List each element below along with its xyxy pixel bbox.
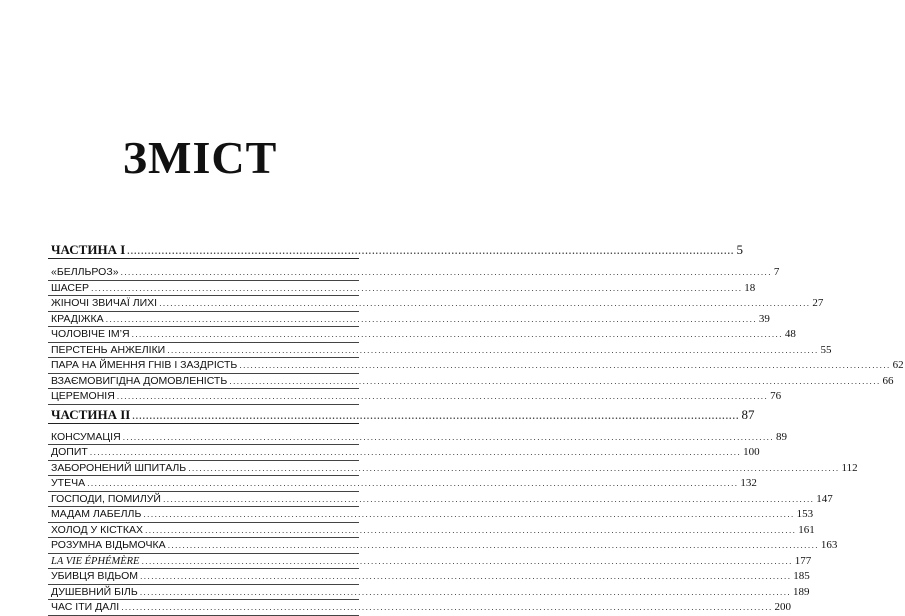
chapter-title: КРАДІЖКА [51,312,104,325]
toc-entry[interactable] [48,554,812,570]
chapter-title: ДОПИТ [51,446,88,458]
toc-entry[interactable] [48,296,824,312]
chapter-page-number: 7 [773,266,780,278]
chapter-page-number: 132 [740,477,757,489]
toc-entry[interactable] [48,461,858,477]
chapter-page-number: 62 [892,359,904,371]
toc-entry[interactable] [48,476,757,492]
chapter-page-number: 147 [816,492,833,505]
dot-leader [159,296,810,312]
chapter-title: ПЕРСТЕНЬ АНЖЕЛІКИ [51,343,166,356]
chapter-title: ВЗАЄМОВИГІДНА ДОМОВЛЕНІСТЬ [51,374,228,387]
toc-entry[interactable] [48,492,833,508]
chapter-page-number: 200 [774,601,792,613]
chapter-title: ЦЕРЕМОНІЯ [51,390,115,402]
toc-entry[interactable] [48,312,770,328]
toc-entry[interactable] [48,600,792,616]
dot-leader [239,358,890,374]
toc-part-1[interactable] [48,240,743,259]
toc-entry[interactable] [48,327,796,343]
chapter-title: ЧОЛОВІЧЕ ІМ’Я [51,328,130,340]
dot-leader [188,461,839,477]
dot-leader [123,430,774,446]
chapter-page-number: 55 [820,343,832,356]
chapter-page-number: 100 [743,446,760,458]
dot-leader [140,569,791,585]
chapter-title: «БЕЛЛЬРОЗ» [51,266,119,278]
toc-entry[interactable] [48,507,814,523]
dot-leader [90,445,741,461]
dot-leader [117,389,768,405]
toc-entry[interactable] [48,538,838,554]
toc-entry[interactable] [48,358,904,374]
chapter-title: ПАРА НА ЙМЕННЯ ГНІВ І ЗАЗДРІСТЬ [51,359,238,371]
dot-leader [121,600,772,616]
chapter-page-number: 27 [812,297,824,309]
dot-leader [163,492,814,508]
chapter-title: ЧАС ІТИ ДАЛІ [51,601,120,613]
dot-leader [91,281,742,297]
dot-leader [167,343,818,359]
toc-entry[interactable] [48,389,782,405]
toc-part-2[interactable] [48,405,755,424]
dot-leader [121,265,772,281]
toc-entry[interactable] [48,523,815,539]
chapter-title: ГОСПОДИ, ПОМИЛУЙ [51,492,161,505]
dot-leader [127,242,734,261]
chapter-page-number: 18 [744,281,756,294]
part-page-number: 5 [736,242,743,257]
chapter-page-number: 112 [841,461,858,474]
dot-leader [106,312,757,328]
chapter-title: ШАСЕР [51,281,89,294]
toc-entry[interactable] [48,374,894,390]
chapter-page-number: 163 [820,539,838,551]
chapter-page-number: 48 [784,328,796,340]
chapter-title: LA VIE ÉPHÉMÈRE [51,555,140,567]
toc-entry[interactable] [48,569,810,585]
dot-leader [132,407,739,426]
chapter-title: ХОЛОД У КІСТКАХ [51,523,143,536]
chapter-page-number: 185 [793,570,810,582]
toc-entry[interactable] [48,585,810,601]
chapter-title: ЖІНОЧІ ЗВИЧАЇ ЛИХІ [51,297,158,309]
dot-leader [132,327,783,343]
dot-leader [143,507,794,523]
chapter-title: КОНСУМАЦІЯ [51,430,121,443]
toc-entry[interactable] [48,343,832,359]
chapter-page-number: 161 [798,523,815,536]
toc-entry[interactable] [48,281,756,297]
chapter-page-number: 39 [758,312,770,325]
dot-leader [140,585,791,601]
toc-entry[interactable] [48,265,780,281]
chapter-title: УТЕЧА [51,477,86,489]
toc-entry[interactable] [48,445,760,461]
dot-leader [229,374,880,390]
part-label: ЧАСТИНА I [51,242,126,257]
chapter-title: РОЗУМНА ВІДЬМОЧКА [51,539,166,551]
chapter-page-number: 89 [775,430,787,443]
chapter-title: ДУШЕВНИЙ БІЛЬ [51,585,138,598]
chapter-title: УБИВЦЯ ВІДЬОМ [51,570,138,582]
page-title: ЗМІСТ [122,132,278,183]
chapter-page-number: 153 [796,508,814,520]
part-label: ЧАСТИНА II [51,406,131,422]
dot-leader [141,554,792,570]
chapter-page-number: 177 [794,554,812,567]
chapter-page-number: 189 [793,585,810,598]
dot-leader [87,476,738,492]
chapter-page-number: 76 [770,390,782,402]
toc-entry[interactable] [48,430,787,446]
table-of-contents [48,240,904,616]
chapter-title: МАДАМ ЛАБЕЛЛЬ [51,508,142,520]
dot-leader [168,538,819,554]
chapter-title: ЗАБОРОНЕНИЙ ШПИТАЛЬ [51,461,187,474]
part-page-number: 87 [741,406,755,422]
chapter-page-number: 66 [882,374,894,387]
dot-leader [145,523,796,539]
